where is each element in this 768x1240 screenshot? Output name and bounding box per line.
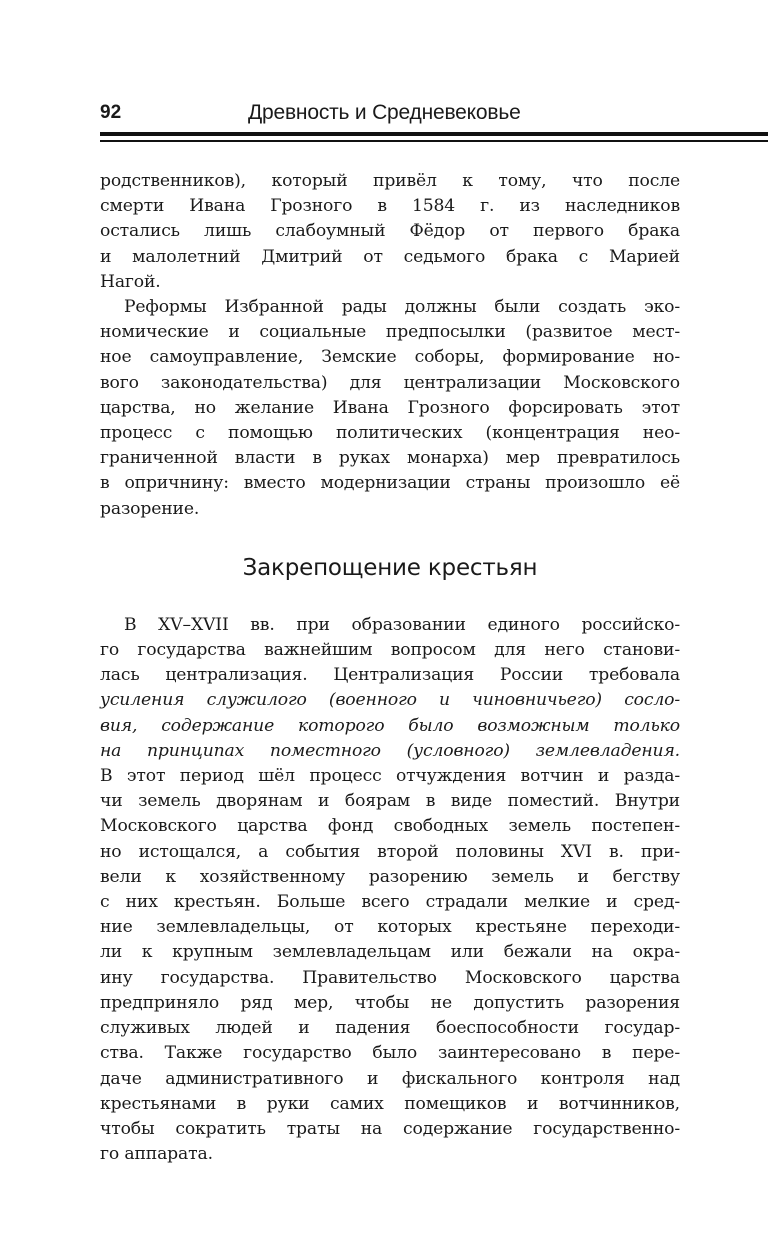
text-line: вого законодательства) для централизации Московского — [100, 372, 680, 393]
text-line: разорение. — [100, 498, 200, 519]
italic-text-line: на принципах поместного (условного) землевладения. — [100, 740, 680, 761]
text-line: в опричнину: вместо модернизации страны произошло её — [100, 473, 680, 494]
text-line: и малолетний Дмитрий от седьмого брака с Марией — [100, 246, 680, 267]
text-line: ину государства. Правительство Московского царства — [100, 967, 680, 988]
text-line: В этот период шёл процесс отчуждения вотчин и разда- — [100, 766, 680, 787]
header-rule-thick — [100, 132, 768, 136]
text-line: предприняло ряд мер, чтобы не допустить разорения — [100, 992, 680, 1013]
text-line: лась централизация. Централизация России требовала — [100, 665, 680, 686]
text-line: царства, но желание Ивана Грозного форсировать этот — [100, 397, 680, 418]
text-line: смерти Ивана Грозного в 1584 г. из наследников — [100, 196, 680, 217]
italic-text-line: вия, содержание которого было возможным только — [100, 715, 680, 736]
paragraph-1 — [100, 169, 680, 295]
text-line: даче административного и фискального контроля над — [100, 1068, 680, 1089]
paragraph-3 — [100, 613, 680, 1167]
text-line: вели к хозяйственному разорению земель и бегству — [100, 866, 680, 887]
text-line: Нагой. — [100, 271, 161, 292]
running-title: Древность и Средневековье — [248, 101, 521, 124]
text-line: ние землевладельцы, от которых крестьяне переходи- — [100, 917, 680, 938]
text-line: граниченной власти в руках монарха) мер превратилось — [100, 448, 680, 469]
text-line: го государства важнейшим вопросом для него станови- — [100, 640, 680, 661]
text-line: но истощался, а события второй половины XVI в. при- — [100, 841, 680, 862]
text-line: го аппарата. — [100, 1144, 213, 1165]
page-header — [100, 100, 768, 130]
text-line: остались лишь слабоумный Фёдор от первого брака — [100, 221, 680, 242]
text-line: чтобы сократить траты на содержание государственно- — [100, 1118, 680, 1139]
italic-text-line: усиления служилого (военного и чиновничьего) сосло- — [100, 690, 680, 711]
text-line: служивых людей и падения боеспособности государ- — [100, 1018, 680, 1039]
text-line: ли к крупным землевладельцам или бежали на окра- — [100, 942, 680, 963]
text-line: с них крестьян. Больше всего страдали мелкие и сред- — [100, 892, 680, 913]
section-heading: Закрепощение крестьян — [242, 554, 538, 581]
paragraph-2 — [100, 295, 680, 522]
text-line: процесс с помощью политических (концентрация нео- — [100, 423, 680, 444]
text-line: крестьянами в руки самих помещиков и вотчинников, — [100, 1093, 680, 1114]
page-content — [100, 169, 680, 1167]
text-line: ное самоуправление, Земские соборы, формирование но- — [100, 347, 680, 368]
text-line: Реформы Избранной рады должны были создать эко- — [124, 297, 680, 318]
text-line: номические и социальные предпосылки (развитое мест- — [100, 322, 680, 343]
header-rule-thin — [100, 140, 768, 142]
text-line: В XV–XVII вв. при образовании единого российско- — [124, 614, 680, 635]
text-line: родственников), который привёл к тому, что после — [100, 171, 680, 191]
text-line: чи земель дворянам и боярам в виде поместий. Внутри — [100, 791, 680, 812]
text-line: ства. Также государство было заинтересовано в пере- — [100, 1043, 680, 1064]
text-line: Московского царства фонд свободных земель постепен- — [100, 816, 680, 837]
page-number: 92 — [100, 102, 122, 123]
